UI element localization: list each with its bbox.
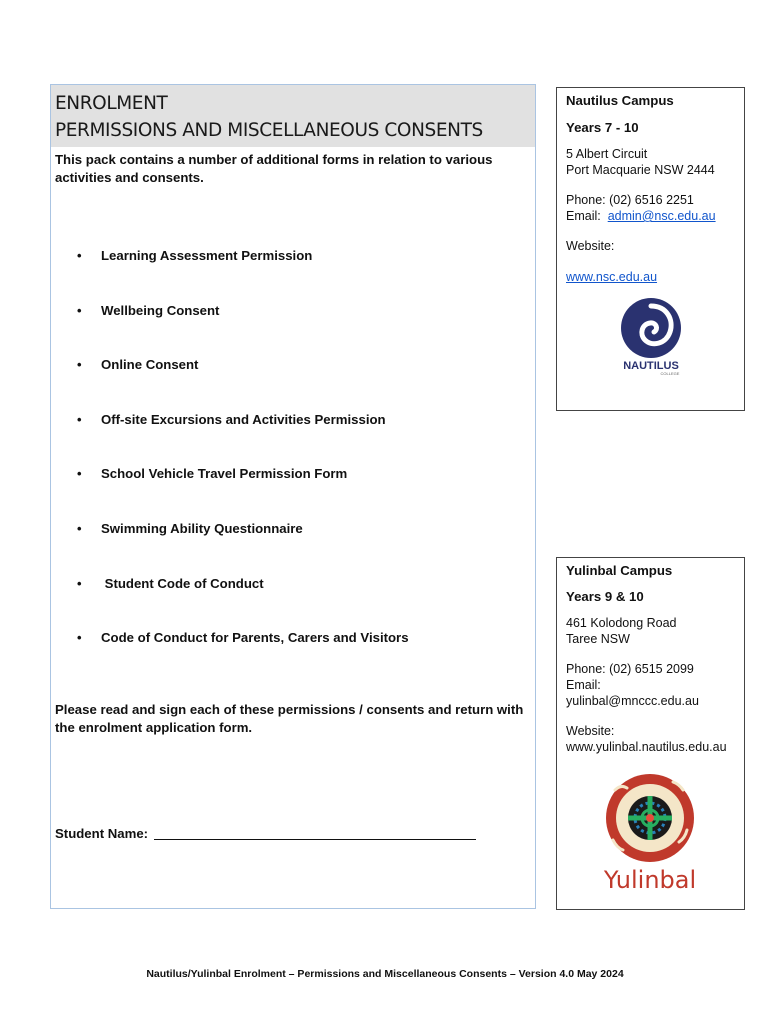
bullet-icon: •: [77, 466, 82, 481]
nautilus-years: Years 7 - 10: [566, 120, 639, 135]
yulinbal-address-line1: 461 Kolodong Road: [566, 616, 677, 630]
bullet-icon: •: [77, 576, 82, 591]
nautilus-email-label: Email:: [566, 209, 601, 223]
form-label: Learning Assessment Permission: [101, 248, 313, 263]
nautilus-website-link[interactable]: www.nsc.edu.au: [566, 270, 658, 284]
bullet-icon: •: [77, 630, 82, 645]
yulinbal-email[interactable]: yulinbal@mnccc.edu.au: [566, 694, 699, 708]
form-label: Swimming Ability Questionnaire: [101, 521, 303, 536]
yulinbal-email-label: Email:: [566, 678, 601, 692]
yulinbal-phone: Phone: (02) 6515 2099: [566, 662, 694, 676]
form-label: Online Consent: [101, 357, 199, 372]
form-label: Off-site Excursions and Activities Permission: [101, 412, 386, 427]
nautilus-website-label: Website:: [566, 239, 615, 253]
bullet-icon: •: [77, 357, 82, 372]
page-footer: Nautilus/Yulinbal Enrolment – Permissions and Miscellaneous Consents – Version 4.0 May 2024: [146, 968, 624, 980]
nautilus-phone: Phone: (02) 6516 2251: [566, 193, 694, 207]
intro-text: This pack contains a number of additional forms in relation to various activities and consents.: [55, 152, 493, 185]
student-name-label: Student Name:: [55, 826, 149, 841]
yulinbal-website[interactable]: www.yulinbal.nautilus.edu.au: [566, 740, 727, 754]
form-label: Code of Conduct for Parents, Carers and Visitors: [101, 630, 409, 645]
nautilus-website-row: [566, 269, 657, 285]
yulinbal-website-label: Website:: [566, 724, 615, 738]
yulinbal-campus-title: Yulinbal Campus: [566, 563, 673, 578]
yulinbal-logo: [595, 770, 705, 895]
bullet-icon: •: [77, 412, 82, 427]
nautilus-logo-subtext: COLLEGE: [660, 371, 680, 376]
yulinbal-logo-dot: [646, 814, 654, 822]
bullet-icon: •: [77, 521, 82, 536]
enrolment-cover-box: [50, 84, 536, 909]
form-label: Student Code of Conduct: [101, 576, 264, 591]
page-title-line2: PERMISSIONS AND MISCELLANEOUS CONSENTS: [55, 120, 483, 141]
student-name-row: [55, 826, 476, 841]
nautilus-address-line1: 5 Albert Circuit: [566, 147, 648, 161]
form-label: Wellbeing Consent: [101, 303, 220, 318]
bullet-icon: •: [77, 248, 82, 263]
yulinbal-campus-panel: [556, 557, 745, 910]
nautilus-email-link[interactable]: admin@nsc.edu.au: [607, 209, 716, 223]
form-label: School Vehicle Travel Permission Form: [101, 466, 348, 481]
yulinbal-address-line2: Taree NSW: [566, 632, 630, 646]
yulinbal-years: Years 9 & 10: [566, 589, 644, 604]
bullet-icon: •: [77, 303, 82, 318]
title-band: [51, 85, 535, 147]
page-title-line1: ENROLMENT: [55, 93, 168, 114]
nautilus-campus-panel: [556, 87, 745, 411]
student-name-input-line[interactable]: [154, 839, 476, 840]
nautilus-logo-text: NAUTILUS: [623, 360, 679, 372]
nautilus-logo: [612, 298, 690, 376]
nautilus-email-row: [566, 208, 716, 224]
yulinbal-logo-text: Yulinbal: [603, 866, 697, 894]
nautilus-address-line2: Port Macquarie NSW 2444: [566, 163, 715, 177]
closing-instructions: Please read and sign each of these permissions / consents and return with the enrolment application form.: [55, 702, 524, 735]
nautilus-campus-title: Nautilus Campus: [566, 93, 674, 108]
